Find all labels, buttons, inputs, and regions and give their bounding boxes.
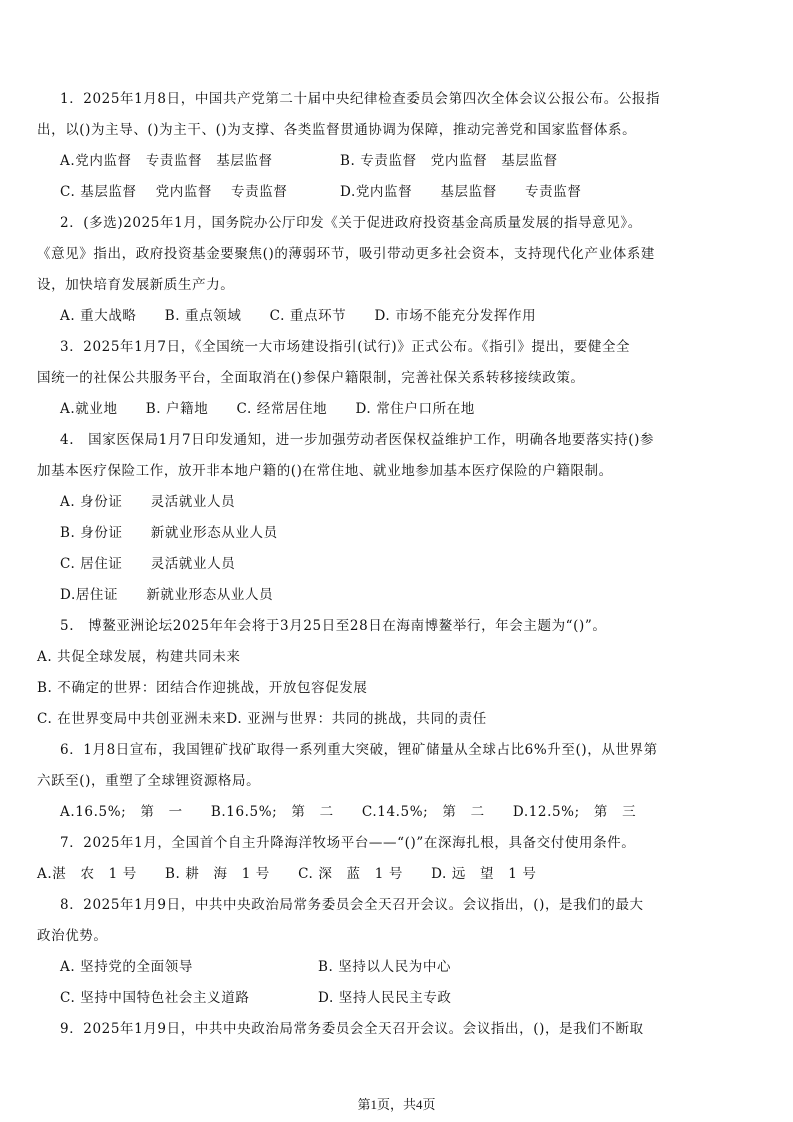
- question-list: [37, 84, 750, 1045]
- q8-option-b: B. 坚持以人民为中心: [318, 959, 452, 975]
- q8-option-c: C. 坚持中国特色社会主义道路: [60, 990, 250, 1006]
- q5-stem-line-1: 5. 博鳌亚洲论坛2025年年会将于3月25日至28日在海南博鳌举行，年会主题为“()”。: [60, 618, 607, 634]
- q9-stem-line-1: 9．2025年1月9日，中共中央政治局常务委员会全天召开会议。会议指出，()，是我们不断取: [60, 1021, 644, 1037]
- q1-stem-line-2: 出，以()为主导、()为主干、()为支撑、各类监督贯通协调为保障，推动完善党和国家监督体系。: [37, 122, 637, 138]
- q3-stem-line-2: 国统一的社保公共服务平台，全面取消在()参保户籍限制，完善社保关系转移接续政策。: [37, 370, 585, 386]
- q1-options-row-2: [60, 177, 750, 208]
- q1-stem-line-1: 1．2025年1月8日，中国共产党第二十届中央纪律检查委员会第四次全体会议公报公布。公报指: [60, 91, 661, 107]
- q1-option-a: A.党内监督 专责监督 基层监督: [60, 153, 273, 169]
- q4-option-b: B. 身份证 新就业形态从业人员: [60, 525, 278, 541]
- q2-stem-line-3: 设，加快培育发展新质生产力。: [37, 277, 235, 293]
- q4-option-d: D.居住证 新就业形态从业人员: [60, 587, 274, 603]
- q6-options: A.16.5%; 第 一 B.16.5%; 第 二 C.14.5%; 第 二 D.12.5%; 第 三: [60, 804, 637, 820]
- q6-stem-line-2: 六跃至()，重塑了全球锂资源格局。: [37, 773, 261, 789]
- q8-stem-line-2: 政治优势。: [37, 928, 108, 944]
- q4-stem-line-1: 4. 国家医保局1月7日印发通知，进一步加强劳动者医保权益维护工作，明确各地要落实持()参: [60, 432, 655, 448]
- q2-options: A. 重大战略 B. 重点领域 C. 重点环节 D. 市场不能充分发挥作用: [60, 308, 537, 324]
- q8-options-row-2: [60, 983, 750, 1014]
- q4-option-a: A. 身份证 灵活就业人员: [60, 494, 236, 510]
- q8-options-row-1: [60, 952, 750, 983]
- q7-stem-line-1: 7．2025年1月，全国首个自主升降海洋牧场平台——“()”在深海扎根，具备交付使用条件。: [60, 835, 636, 851]
- q6-stem-line-1: 6．1月8日宣布，我国锂矿找矿取得一系列重大突破，锂矿储量从全球占比6%升至()，从世界第: [60, 742, 658, 758]
- q1-option-c: C. 基层监督 党内监督 专责监督: [60, 184, 288, 200]
- q8-option-d: D. 坚持人民民主专政: [318, 990, 452, 1006]
- q4-option-c: C. 居住证 灵活就业人员: [60, 556, 236, 572]
- q7-options: A.湛 农 1 号 B. 耕 海 1 号 C. 深 蓝 1 号 D. 远 望 1 号: [37, 866, 537, 882]
- q1-option-b: B. 专责监督 党内监督 基层监督: [340, 153, 558, 169]
- q5-option-cd: C. 在世界变局中共创亚洲未来D. 亚洲与世界：共同的挑战，共同的责任: [37, 711, 487, 727]
- page-footer: 第1页，共4页: [357, 1097, 436, 1112]
- q3-stem-line-1: 3．2025年1月7日，《全国统一大市场建设指引(试行)》正式公布。《指引》提出，要健全全: [60, 339, 631, 355]
- q5-option-a: A. 共促全球发展，构建共同未来: [37, 649, 241, 665]
- q2-stem-line-1: 2．(多选)2025年1月，国务院办公厅印发《关于促进政府投资基金高质量发展的指导意见》。: [60, 215, 642, 231]
- q1-options-row-1: [60, 146, 750, 177]
- q8-option-a: A. 坚持党的全面领导: [60, 959, 193, 975]
- q5-option-b: B. 不确定的世界：团结合作迎挑战，开放包容促发展: [37, 680, 368, 696]
- q1-option-d: D.党内监督 基层监督 专责监督: [340, 184, 582, 200]
- q3-options: A.就业地 B. 户籍地 C. 经常居住地 D. 常住户口所在地: [60, 401, 475, 417]
- q8-stem-line-1: 8．2025年1月9日，中共中央政治局常务委员会全天召开会议。会议指出，()，是我们的最大: [60, 897, 644, 913]
- q4-stem-line-2: 加基本医疗保险工作，放开非本地户籍的()在常住地、就业地参加基本医疗保险的户籍限制。: [37, 463, 613, 479]
- q2-stem-line-2: 《意见》指出，政府投资基金要聚焦()的薄弱环节，吸引带动更多社会资本，支持现代化产业体系建: [37, 246, 656, 262]
